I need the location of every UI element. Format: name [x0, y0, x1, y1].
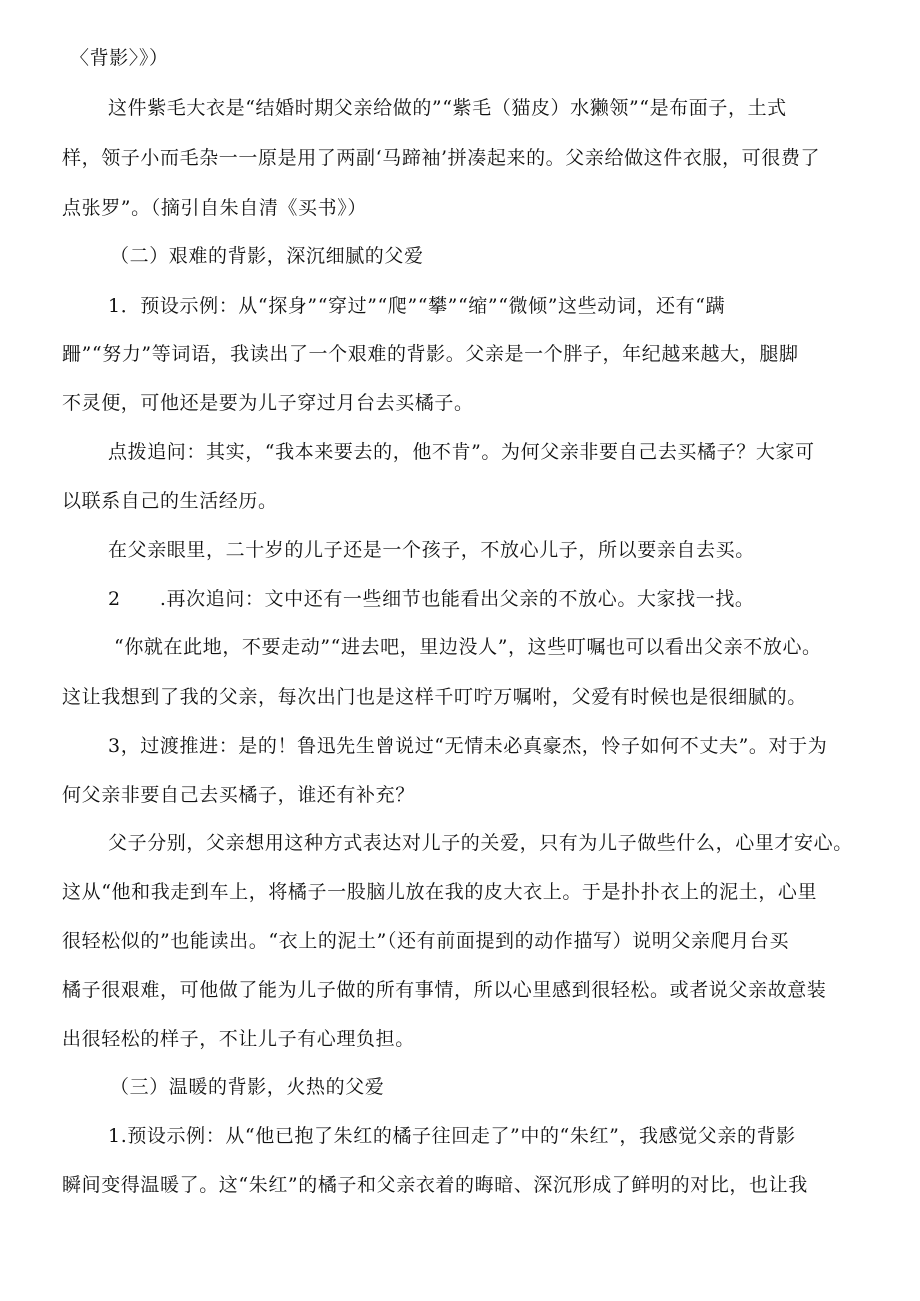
text-line: 样，领子小而毛杂一一原是用了两副‘马蹄袖’拼凑起来的。父亲给做这件衣服，可很费了: [62, 147, 821, 169]
text-line: 出很轻松的样子，不让儿子有心理负担。: [62, 1028, 415, 1050]
text-line: 很轻松似的”也能读出。“衣上的泥土”（还有前面提到的动作描写）说明父亲爬月台买: [62, 930, 790, 952]
text-line: 点拨追问：其实，“我本来要去的，他不肯”。为何父亲非要自己去买橘子？大家可: [108, 441, 815, 463]
text-line: 以联系自己的生活经历。: [62, 490, 278, 512]
text-line: 不灵便，可他还是要为儿子穿过月台去买橘子。: [62, 392, 474, 414]
text-line: “你就在此地，不要走动”“进去吧，里边没人”，这些叮嘱也可以看出父亲不放心。: [114, 636, 822, 658]
text-line: 〈背影〉》）: [70, 47, 169, 69]
text-line: 点张罗”。（摘引自朱自清《买书》）: [62, 197, 367, 219]
text-line: 父子分别，父亲想用这种方式表达对儿子的关爱，只有为儿子做些什么，心里才安心。: [108, 832, 853, 854]
text-line: 2 .再次追问：文中还有一些细节也能看出父亲的不放心。大家找一找。: [108, 588, 755, 610]
text-line: 1．预设示例：从“探身”“穿过”“爬”“攀”“缩”“微倾”这些动词，还有“蹒: [108, 295, 726, 317]
text-line: 这件紫毛大衣是“结婚时期父亲给做的”“紫毛（猫皮）水獭领”“是布面子，土式: [108, 97, 787, 119]
text-line: 3，过渡推进：是的！鲁迅先生曾说过“无情未必真豪杰，怜子如何不丈夫”。对于为: [108, 735, 828, 757]
text-line: 这让我想到了我的父亲，每次出门也是这样千叮咛万嘱咐，父爱有时候也是很细腻的。: [62, 686, 807, 708]
text-line: 橘子很艰难，可他做了能为儿子做的所有事情，所以心里感到很轻松。或者说父亲故意装: [62, 979, 827, 1001]
text-line: 1.预设示例：从“他已抱了朱红的橘子往回走了”中的“朱红”，我感觉父亲的背影: [108, 1125, 796, 1147]
section-heading: （二）艰难的背影，深沉细腻的父爱: [110, 245, 424, 267]
text-line: 瞬间变得温暖了。这“朱红”的橘子和父亲衣着的晦暗、深沉形成了鲜明的对比，也让我: [62, 1174, 808, 1196]
text-line: 何父亲非要自己去买橘子，谁还有补充？: [62, 784, 415, 806]
section-heading: （三）温暖的背影，火热的父爱: [110, 1076, 385, 1098]
text-line: 在父亲眼里，二十岁的儿子还是一个孩子，不放心儿子，所以要亲自去买。: [108, 539, 755, 561]
text-line: 这从“他和我走到车上，将橘子一股脑儿放在我的皮大衣上。于是扑扑衣上的泥土，心里: [62, 881, 818, 903]
text-line: 跚”“努力”等词语，我读出了一个艰难的背影。父亲是一个胖子，年纪越来越大，腿脚: [62, 343, 799, 365]
